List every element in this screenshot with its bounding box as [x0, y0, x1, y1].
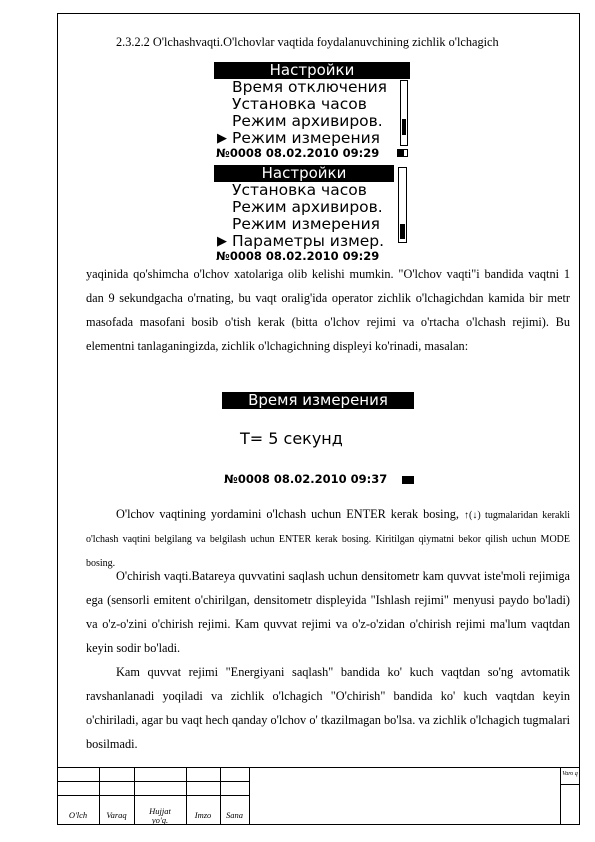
lcd-scrollbar-thumb [402, 119, 406, 135]
lcd-title: Настройки [214, 62, 410, 79]
title-block [57, 767, 580, 825]
lcd-menu-item-selected: Параметры измер. [232, 232, 385, 250]
lcd-time-value: T= 5 секунд [240, 429, 343, 448]
paragraph-3: O'chirish vaqti.Batareya quvvatini saqlash uchun densitometr kam quvvat iste'moli rejimiga ega (sensorli emitent o'chirilgan, densitometr displeyida "Ishlash rejimi" menyusi paydo bo'ladi) va o'z-o'zini o'chirish rejimi. Kam quvvat rejimi va o'z-o'zidan o'chirish rejimi ma'lum vaqtdan keyin sodir bo'ladi. [86, 569, 570, 655]
varaq-label: Varo q [562, 771, 578, 777]
lcd-footer: №0008 08.02.2010 09:29 [216, 146, 380, 160]
lcd-screen-settings-1 [214, 62, 410, 162]
col-varaq: Varaq [106, 810, 127, 820]
lcd-title: Настройки [214, 165, 394, 182]
lcd-screen-settings-2 [214, 165, 410, 263]
paragraph-1-start: 2.3.2.2 O'lchashvaqti.O'lchovlar vaqtida foydalanuvchining zichlik o'lchagich [116, 35, 499, 49]
lcd-footer: №0008 08.02.2010 09:37 [224, 472, 388, 486]
lcd-scrollbar-thumb [400, 224, 405, 239]
col-hujjat: Hujjat yo'q. [149, 806, 171, 825]
selection-arrow-icon: ▶ [217, 131, 227, 146]
battery-icon [397, 149, 408, 157]
lcd-menu-item: Режим архивиров. [232, 112, 383, 130]
lcd-menu-item: Режим архивиров. [232, 198, 383, 216]
lcd-menu-item: Режим измерения [232, 215, 380, 233]
lcd-scrollbar [400, 80, 408, 146]
col-imzo: Imzo [194, 810, 212, 820]
lcd-footer: №0008 08.02.2010 09:29 [216, 249, 380, 263]
selection-arrow-icon: ▶ [217, 234, 227, 249]
lcd-menu-item: Установка часов [232, 95, 367, 113]
lcd-menu-item: Установка часов [232, 181, 367, 199]
lcd-menu-item: Время отключения [232, 78, 388, 96]
lcd-menu-item-selected: Режим измерения [232, 129, 380, 147]
battery-icon [402, 476, 414, 484]
paragraph-2: O'lchov vaqtining yordamini o'lchash uchun ENTER kerak bosing, ↑(↓) tugmalaridan kerakli o'lchash vaqtini belgilang va belgilash uchun ENTER kerak bosing. Kiritilgan qiymatni bekor qilish uchun MODE bosing. [86, 507, 571, 569]
col-sana: Sana [226, 810, 243, 820]
paragraph-4: Kam quvvat rejimi "Energiyani saqlash" bandida ko' kuch vaqtdan so'ng avtomatik ravshanlanadi yoqiladi va zichlik o'lchagich "O'chirish" bandida ko' kuch vaqtdan keyin o'chiriladi, agar bu vaqt hech qanday o'lchov o' tkazilmagan bo'lsa. va zichlik o'lchagich tugmalari bosilmadi. [86, 665, 570, 751]
paragraph-1-continued: yaqinida qo'shimcha o'lchov xatolariga olib kelishi mumkin. "O'lchov vaqti"i bandida vaqtni 1 dan 9 sekundgacha o'rnating, bu vaqt oralig'ida operator zichlik o'lchagichdan kamida bir metr masofada masofani bosib o'tish kerak (bitta o'lchov rejimi va o'rtacha o'lchash rejimi). Bu elementni tanlaganingizda, zichlik o'lchagichning displeyi ko'rinadi, masalan: [86, 267, 570, 353]
lcd-title: Время измерения [222, 392, 414, 409]
lcd-scrollbar [398, 167, 407, 243]
col-olch: O'lch [68, 810, 88, 820]
lcd-screen-measurement-time [222, 392, 418, 490]
